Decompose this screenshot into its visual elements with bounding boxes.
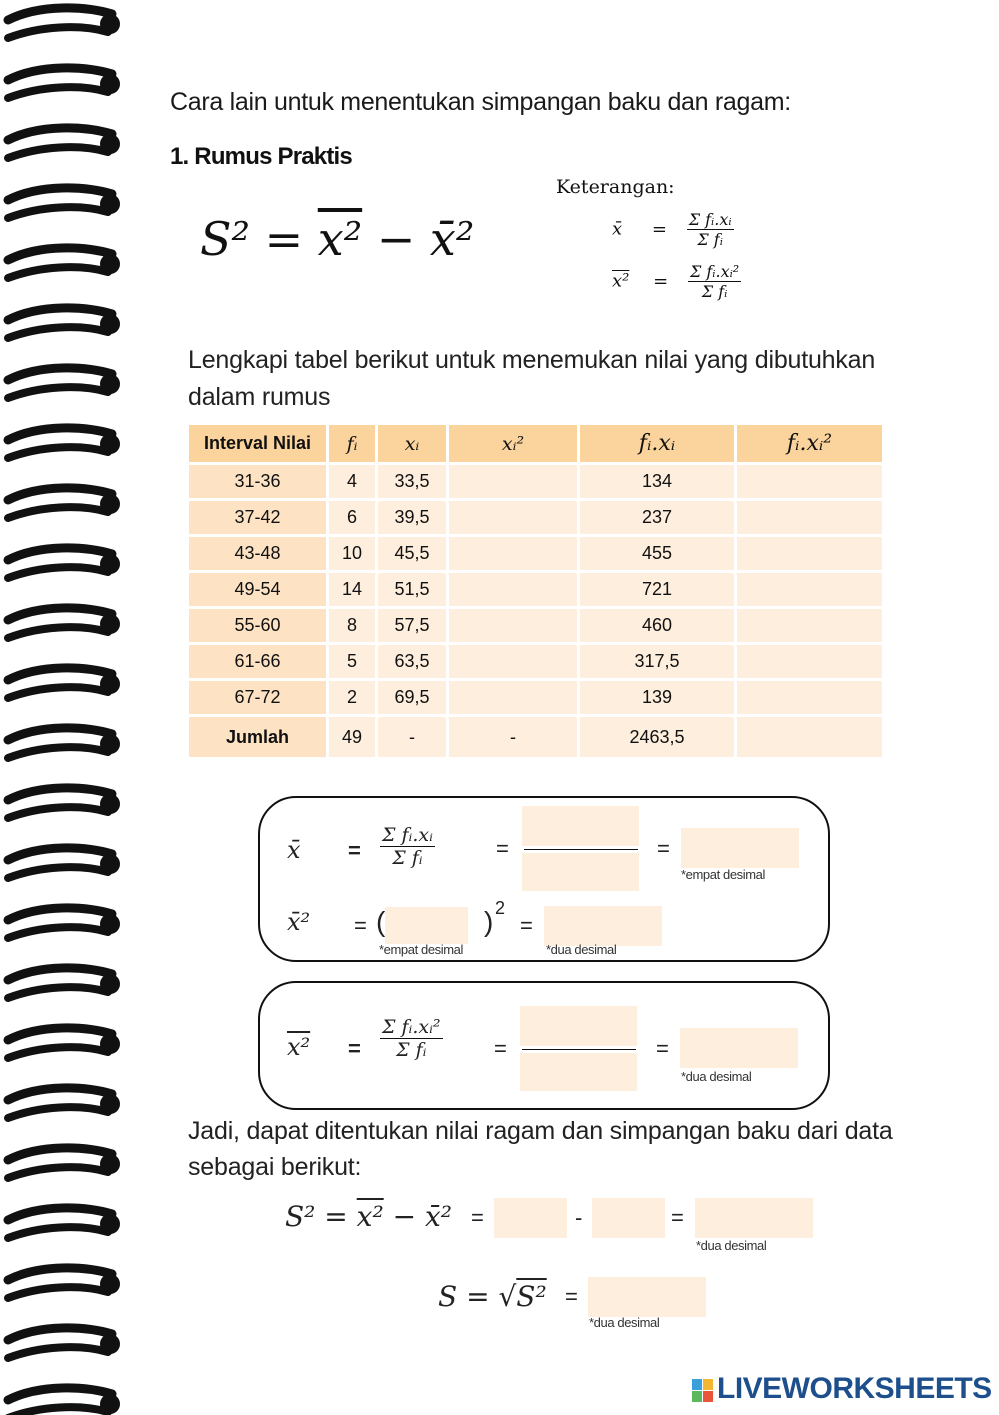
- spiral-coil: [8, 248, 112, 260]
- squares-numerator-input[interactable]: [520, 1006, 637, 1046]
- intro-text: Cara lain untuk menentukan simpangan baku dan ragam:: [170, 88, 791, 116]
- spiral-coil: [8, 507, 108, 518]
- table-cell: 51,5: [378, 573, 446, 606]
- mean-result-input[interactable]: [681, 828, 799, 868]
- table-input-cell[interactable]: [737, 501, 882, 534]
- variance-formula: S² = x² − x̄²: [285, 1200, 452, 1233]
- mean-of-squares-symbol: x²: [287, 1033, 311, 1061]
- spiral-hole: [100, 134, 120, 154]
- spiral-coil: [8, 987, 108, 998]
- spiral-hole: [100, 1034, 120, 1054]
- spiral-hole: [100, 1274, 120, 1294]
- table-cell: 39,5: [378, 501, 446, 534]
- table-input-cell[interactable]: [449, 573, 577, 606]
- table-cell: 63,5: [378, 645, 446, 678]
- table-cell: 2463,5: [580, 717, 734, 757]
- header-xi: xᵢ: [378, 425, 446, 462]
- table-input-cell[interactable]: [737, 609, 882, 642]
- spiral-coil: [8, 368, 112, 380]
- spiral-coil: [8, 627, 108, 638]
- equals-sign: =: [656, 1036, 669, 1061]
- spiral-coil: [8, 1107, 108, 1118]
- std-dev-formula: S = √S²: [438, 1280, 547, 1313]
- equals-sign: =: [657, 836, 670, 861]
- table-row: [189, 501, 882, 534]
- table-cell: -: [378, 717, 446, 757]
- spiral-hole: [100, 194, 120, 214]
- table-input-cell[interactable]: [449, 537, 577, 570]
- note-dua-desimal: *dua desimal: [546, 942, 617, 957]
- exponent-two: 2: [495, 898, 506, 918]
- note-dua-desimal: *dua desimal: [696, 1238, 767, 1253]
- spiral-hole: [100, 494, 120, 514]
- equals-sign: =: [354, 913, 367, 938]
- spiral-coil: [8, 728, 112, 740]
- header-interval: Interval Nilai: [189, 425, 326, 462]
- equals-sign: =: [348, 838, 361, 863]
- table-row: [189, 681, 882, 714]
- spiral-binding: [0, 0, 130, 1415]
- spiral-coil: [8, 68, 112, 80]
- table-row: [189, 645, 882, 678]
- spiral-hole: [100, 254, 120, 274]
- mean-symbol: x̄: [287, 836, 301, 864]
- spiral-coil: [8, 27, 108, 38]
- note-dua-desimal: *dua desimal: [681, 1069, 752, 1084]
- variance-result-input[interactable]: [695, 1198, 813, 1238]
- table-cell: 237: [580, 501, 734, 534]
- spiral-coil: [8, 387, 108, 398]
- std-dev-result-input[interactable]: [588, 1277, 706, 1317]
- spiral-hole: [100, 374, 120, 394]
- mean-value-input[interactable]: [385, 907, 468, 944]
- spiral-coil: [8, 188, 112, 200]
- table-input-cell[interactable]: [449, 465, 577, 498]
- spiral-hole: [100, 734, 120, 754]
- spiral-hole: [100, 1214, 120, 1234]
- spiral-hole: [100, 74, 120, 94]
- spiral-coil: [8, 428, 112, 440]
- table-cell: 5: [329, 645, 375, 678]
- table-total-row: [189, 717, 882, 757]
- spiral-coil: [8, 867, 108, 878]
- table-cell: 14: [329, 573, 375, 606]
- mean-squared-symbol: x̄²: [287, 908, 311, 936]
- spiral-coil: [8, 1388, 112, 1400]
- table-input-cell[interactable]: [737, 681, 882, 714]
- spiral-hole: [100, 914, 120, 934]
- keterangan-label: Keterangan:: [556, 176, 675, 198]
- table-cell: 57,5: [378, 609, 446, 642]
- equals-sign: =: [348, 1036, 361, 1061]
- table-cell: 6: [329, 501, 375, 534]
- header-fi-xi-squared: fᵢ.xᵢ²: [737, 425, 882, 462]
- table-cell: 33,5: [378, 465, 446, 498]
- table-cell: 69,5: [378, 681, 446, 714]
- spiral-coil: [8, 1287, 108, 1298]
- spiral-coil: [8, 788, 112, 800]
- spiral-hole: [100, 1154, 120, 1174]
- spiral-coil: [8, 548, 112, 560]
- table-input-cell[interactable]: [449, 645, 577, 678]
- spiral-coil: [8, 807, 108, 818]
- spiral-coil: [8, 128, 112, 140]
- spiral-coil: [8, 1407, 108, 1415]
- spiral-coil: [8, 968, 112, 980]
- spiral-coil: [8, 488, 112, 500]
- spiral-hole: [100, 14, 120, 34]
- variance-term2-input[interactable]: [592, 1198, 665, 1238]
- table-cell: -: [449, 717, 577, 757]
- spiral-coil: [8, 1028, 112, 1040]
- spiral-coil: [8, 927, 108, 938]
- table-input-cell[interactable]: [737, 465, 882, 498]
- spiral-hole: [100, 554, 120, 574]
- header-fi-xi: fᵢ.xᵢ: [580, 425, 734, 462]
- table-cell: 721: [580, 573, 734, 606]
- spiral-coil: [8, 8, 112, 20]
- fraction-line: [524, 849, 638, 850]
- spiral-coil: [8, 1268, 112, 1280]
- note-empat-desimal: *empat desimal: [379, 942, 463, 957]
- instruction-text: Lengkapi tabel berikut untuk menemukan nilai yang dibutuhkan dalam rumus: [188, 346, 876, 411]
- table-cell: 67-72: [189, 681, 326, 714]
- table-row: [189, 573, 882, 606]
- spiral-coil: [8, 567, 108, 578]
- spiral-hole: [100, 614, 120, 634]
- table-input-cell[interactable]: [449, 501, 577, 534]
- spiral-coil: [8, 1148, 112, 1160]
- table-cell: 4: [329, 465, 375, 498]
- table-cell: 455: [580, 537, 734, 570]
- spiral-hole: [100, 1394, 120, 1414]
- mean-numerator-input[interactable]: [522, 806, 639, 846]
- spiral-coil: [8, 1347, 108, 1358]
- spiral-coil: [8, 447, 108, 458]
- mean-denominator-input[interactable]: [522, 853, 639, 891]
- spiral-coil: [8, 1208, 112, 1220]
- table-cell: 139: [580, 681, 734, 714]
- table-cell: 134: [580, 465, 734, 498]
- liveworksheets-logo[interactable]: LIVEWORKSHEETS: [717, 1372, 992, 1405]
- spiral-hole: [100, 1094, 120, 1114]
- spiral-coil: [8, 147, 108, 158]
- spiral-coil: [8, 668, 112, 680]
- conclusion-text: Jadi, dapat ditentukan nilai ragam dan simpangan baku dari data sebagai berikut:: [188, 1117, 893, 1181]
- table-cell: 317,5: [580, 645, 734, 678]
- spiral-hole: [100, 314, 120, 334]
- table-input-cell[interactable]: [449, 609, 577, 642]
- squares-denominator-input[interactable]: [520, 1053, 637, 1091]
- spiral-coil: [8, 747, 108, 758]
- spiral-coil: [8, 207, 108, 218]
- spiral-coil: [8, 1088, 112, 1100]
- legend-mean: x̄ = $\frac{\text{Σ fᵢ.xᵢ}}{\text{Σ fᵢ}}$: [612, 210, 732, 249]
- note-empat-desimal: *empat desimal: [681, 867, 765, 882]
- fraction-line: [522, 1049, 636, 1050]
- section-heading: 1. Rumus Praktis: [170, 143, 352, 170]
- spiral-hole: [100, 1334, 120, 1354]
- variance-term1-input[interactable]: [494, 1198, 567, 1238]
- close-paren: ): [484, 906, 494, 937]
- equals-sign: =: [496, 836, 509, 861]
- squares-result-input[interactable]: [680, 1028, 798, 1068]
- table-input-cell[interactable]: [737, 537, 882, 570]
- mean-of-squares-fraction: $\frac{\text{Σ fᵢ.xᵢ²}}{\text{Σ fᵢ}}$: [382, 1016, 441, 1061]
- liveworksheets-logo-icon: [692, 1379, 714, 1403]
- table-cell: 61-66: [189, 645, 326, 678]
- table-cell: 45,5: [378, 537, 446, 570]
- table-cell: 10: [329, 537, 375, 570]
- spiral-coil: [8, 687, 108, 698]
- table-row: [189, 537, 882, 570]
- mean-squared-result-input[interactable]: [544, 906, 662, 946]
- spiral-hole: [100, 854, 120, 874]
- table-cell: 55-60: [189, 609, 326, 642]
- table-input-cell[interactable]: [737, 717, 882, 757]
- spiral-coil: [8, 327, 108, 338]
- equals-sign: =: [520, 913, 533, 938]
- equals-sign: =: [471, 1205, 484, 1230]
- spiral-hole: [100, 794, 120, 814]
- table-cell: 49: [329, 717, 375, 757]
- table-cell: Jumlah: [189, 717, 326, 757]
- table-row: [189, 465, 882, 498]
- table-cell: 2: [329, 681, 375, 714]
- spiral-coil: [8, 1227, 108, 1238]
- table-cell: 43-48: [189, 537, 326, 570]
- legend-mean-square: x² = $\frac{\text{Σ fᵢ.xᵢ²}}{\text{Σ fᵢ}}$: [612, 262, 740, 301]
- main-formula: S² = x² − x̄²: [200, 212, 475, 266]
- spiral-coil: [8, 1167, 108, 1178]
- header-fi: fᵢ: [329, 425, 375, 462]
- mean-fraction: $\frac{\text{Σ fᵢ.xᵢ}}{\text{Σ fᵢ}}$: [382, 824, 433, 869]
- spiral-coil: [8, 908, 112, 920]
- equals-sign: =: [494, 1036, 507, 1061]
- table-cell: 8: [329, 609, 375, 642]
- spiral-coil: [8, 608, 112, 620]
- spiral-coil: [8, 267, 108, 278]
- table-cell: 49-54: [189, 573, 326, 606]
- frequency-table: [186, 422, 885, 760]
- table-cell: 37-42: [189, 501, 326, 534]
- spiral-coil: [8, 308, 112, 320]
- spiral-coil: [8, 1328, 112, 1340]
- table-cell: 31-36: [189, 465, 326, 498]
- spiral-hole: [100, 674, 120, 694]
- open-paren: (: [376, 906, 386, 937]
- note-dua-desimal: *dua desimal: [589, 1315, 660, 1330]
- table-row: [189, 609, 882, 642]
- spiral-hole: [100, 974, 120, 994]
- table-header-row: [189, 425, 882, 462]
- minus-sign: -: [575, 1205, 583, 1230]
- table-input-cell[interactable]: [737, 573, 882, 606]
- table-cell: 460: [580, 609, 734, 642]
- header-xi-squared: xᵢ²: [449, 425, 577, 462]
- table-input-cell[interactable]: [737, 645, 882, 678]
- spiral-coil: [8, 87, 108, 98]
- spiral-coil: [8, 1047, 108, 1058]
- equals-sign: =: [565, 1284, 578, 1309]
- table-input-cell[interactable]: [449, 681, 577, 714]
- equals-sign: =: [671, 1205, 684, 1230]
- spiral-coil: [8, 848, 112, 860]
- spiral-hole: [100, 434, 120, 454]
